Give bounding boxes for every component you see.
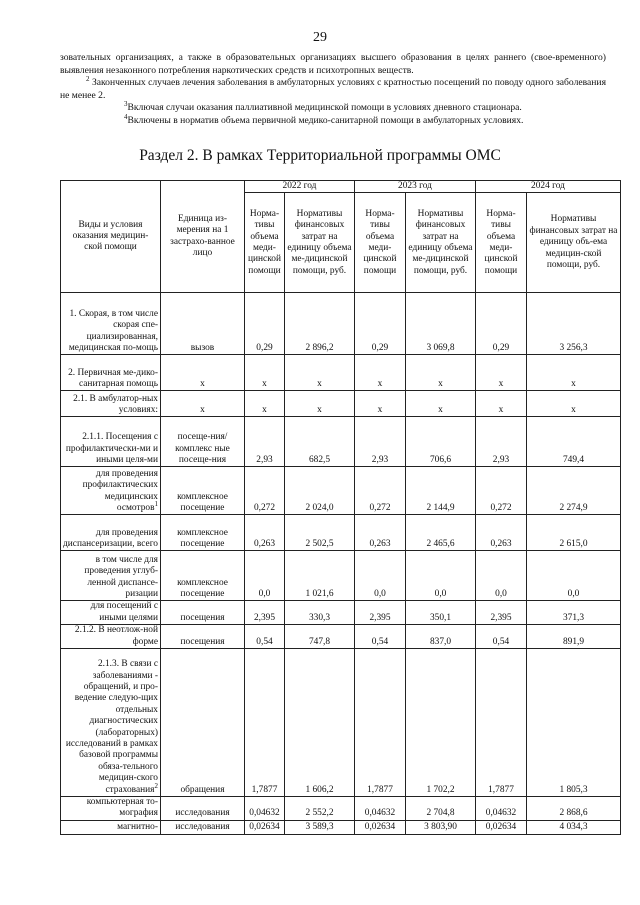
row-volume-norm: 2,93 [245,417,285,467]
header-cost-2024: Нормативы финансовых затрат на единицу объ-ема медицин-ской помощи, руб. [527,193,621,293]
row-cost-norm: 330,3 [285,601,355,625]
row-cost-norm: 2 615,0 [527,515,621,551]
row-unit: х [161,391,245,417]
row-cost-norm: 350,1 [406,601,476,625]
row-cost-norm: 747,8 [285,625,355,649]
row-volume-norm: 1,7877 [355,649,406,797]
row-cost-norm: 3 256,3 [527,293,621,355]
row-volume-norm: 0,02634 [245,820,285,834]
row-volume-norm: 0,54 [355,625,406,649]
header-cost-2023: Нормативы финансовых затрат на единицу объема ме-дицинской помощи, руб. [406,193,476,293]
row-volume-norm: 2,93 [476,417,527,467]
footnote-continuation: зовательных организациях, а также в образовательных организациях высшего образования в целях раннего (свое-временного) выявления незаконного потребления наркотических средств и психотропных веществ. [60,52,606,76]
row-volume-norm: 0,29 [476,293,527,355]
row-volume-norm: 1,7877 [245,649,285,797]
row-unit: комплексное посещение [161,551,245,601]
header-year-2022: 2022 год [245,181,355,193]
table-row [61,820,621,834]
row-volume-norm: х [245,355,285,391]
row-volume-norm: х [355,355,406,391]
row-unit: посещения [161,625,245,649]
row-cost-norm: 1 805,3 [527,649,621,797]
row-volume-norm: 0,272 [245,467,285,515]
header-cost-2022: Нормативы финансовых затрат на единицу объема ме-дицинской помощи, руб. [285,193,355,293]
row-volume-norm: 0,0 [355,551,406,601]
row-volume-norm: х [476,355,527,391]
row-volume-norm: 0,04632 [355,797,406,821]
row-cost-norm: 837,0 [406,625,476,649]
row-volume-norm: х [355,391,406,417]
row-unit: посеще-ния/комплекс ные посеще-ния [161,417,245,467]
row-volume-norm: 0,0 [476,551,527,601]
row-volume-norm: 2,395 [245,601,285,625]
table-row [61,467,621,515]
row-cost-norm: 2 024,0 [285,467,355,515]
row-volume-norm: 0,272 [355,467,406,515]
row-unit: комплексное посещение [161,467,245,515]
row-volume-norm: 2,395 [476,601,527,625]
row-cost-norm: 2 274,9 [527,467,621,515]
row-volume-norm: х [245,391,285,417]
table-row [61,417,621,467]
table-row [61,551,621,601]
table-row [61,355,621,391]
row-volume-norm: 0,272 [476,467,527,515]
row-cost-norm: х [527,391,621,417]
table-row [61,625,621,649]
table-row [61,515,621,551]
footnote-4: $^4$Включены в норматив объема первичной медико-санитарной помощи в амбулаторных условиях. [124,112,524,126]
row-volume-norm: 0,02634 [355,820,406,834]
row-care-type: 2. Первичная ме-дико-санитарная помощь [61,355,161,391]
table-row [61,649,621,797]
row-care-type: компьютерная то-мография [61,797,161,821]
page-number: 29 [313,30,327,45]
row-volume-norm: 2,395 [355,601,406,625]
row-cost-norm: 0,0 [527,551,621,601]
row-volume-norm: 1,7877 [476,649,527,797]
table-row [61,601,621,625]
row-volume-norm: 0,02634 [476,820,527,834]
footnote-2: $^2$ Законченных случаев лечения заболевания в амбулаторных условиях с кратностью посещений по поводу одного заболевания не менее 2. [60,74,606,101]
row-volume-norm: 0,54 [245,625,285,649]
row-care-type: в том числе для проведения углуб-ленной диспансе-ризации [61,551,161,601]
row-care-type: 1. Скорая, в том числе скорая спе-циализированная, медицинская по-мощь [61,293,161,355]
row-cost-norm: х [406,391,476,417]
row-care-type: для проведения диспансеризации, всего [61,515,161,551]
row-care-type: 2.1.2. В неотлож-ной форме [61,625,161,649]
row-cost-norm: х [285,391,355,417]
row-cost-norm: 706,6 [406,417,476,467]
row-unit: вызов [161,293,245,355]
row-cost-norm: 1 702,2 [406,649,476,797]
header-volume-2023: Норма-тивы объема меди-цинской помощи [355,193,406,293]
row-care-type: для проведения профилактических медицинских осмотров$^1$ [61,467,161,515]
row-cost-norm: 371,3 [527,601,621,625]
header-volume-2022: Норма-тивы объема меди-цинской помощи [245,193,285,293]
row-cost-norm: 3 803,90 [406,820,476,834]
row-cost-norm: 2 552,2 [285,797,355,821]
row-volume-norm: 0,0 [245,551,285,601]
row-unit: комплексное посещение [161,515,245,551]
row-volume-norm: 0,04632 [245,797,285,821]
table-row [61,391,621,417]
row-care-type: 2.1.3. В связи с заболеваниями - обращений, и про-ведение следую-щих отдельных диагностических (лабораторных) исследований в рамках базовой программы обяза-тельного медицин-ского страхования$^2$ [61,649,161,797]
oms-norms-table [60,180,621,835]
header-year-2023: 2023 год [355,181,476,193]
row-unit: х [161,355,245,391]
row-cost-norm: 749,4 [527,417,621,467]
row-cost-norm: 2 704,8 [406,797,476,821]
row-cost-norm: 2 465,6 [406,515,476,551]
row-cost-norm: 891,9 [527,625,621,649]
footnote-3: $^3$Включая случаи оказания паллиативной медицинской помощи в условиях дневного стационара. [124,99,522,113]
row-cost-norm: 2 896,2 [285,293,355,355]
row-volume-norm: 0,29 [355,293,406,355]
row-volume-norm: 0,263 [355,515,406,551]
header-unit: Единица из-мерения на 1 застрахо-ванное лицо [161,181,245,293]
row-care-type: магнитно- [61,820,161,834]
row-cost-norm: 2 144,9 [406,467,476,515]
row-unit: исследования [161,797,245,821]
row-cost-norm: х [406,355,476,391]
row-care-type: 2.1. В амбулатор-ных условиях: [61,391,161,417]
row-cost-norm: 3 589,3 [285,820,355,834]
row-volume-norm: 0,54 [476,625,527,649]
row-cost-norm: 1 606,2 [285,649,355,797]
row-volume-norm: 0,263 [245,515,285,551]
row-volume-norm: 0,29 [245,293,285,355]
footnotes [60,52,606,127]
row-cost-norm: х [285,355,355,391]
row-cost-norm: х [527,355,621,391]
row-cost-norm: 2 502,5 [285,515,355,551]
row-cost-norm: 3 069,8 [406,293,476,355]
row-volume-norm: 0,04632 [476,797,527,821]
header-year-2024: 2024 год [476,181,621,193]
row-cost-norm: 4 034,3 [527,820,621,834]
header-care-type: Виды и условия оказания медицин-ской помощи [61,181,161,293]
row-cost-norm: 2 868,6 [527,797,621,821]
row-cost-norm: 0,0 [406,551,476,601]
section-title: Раздел 2. В рамках Территориальной программы ОМС [139,147,501,164]
row-volume-norm: х [476,391,527,417]
row-cost-norm: 682,5 [285,417,355,467]
table-row [61,293,621,355]
row-care-type: 2.1.1. Посещения с профилактически-ми и иными целя-ми [61,417,161,467]
header-volume-2024: Норма-тивы объема меди-цинской помощи [476,193,527,293]
row-volume-norm: 2,93 [355,417,406,467]
row-unit: посещения [161,601,245,625]
row-cost-norm: 1 021,6 [285,551,355,601]
row-care-type: для посещений с иными целями [61,601,161,625]
row-unit: исследования [161,820,245,834]
row-volume-norm: 0,263 [476,515,527,551]
table-row [61,797,621,821]
row-unit: обращения [161,649,245,797]
